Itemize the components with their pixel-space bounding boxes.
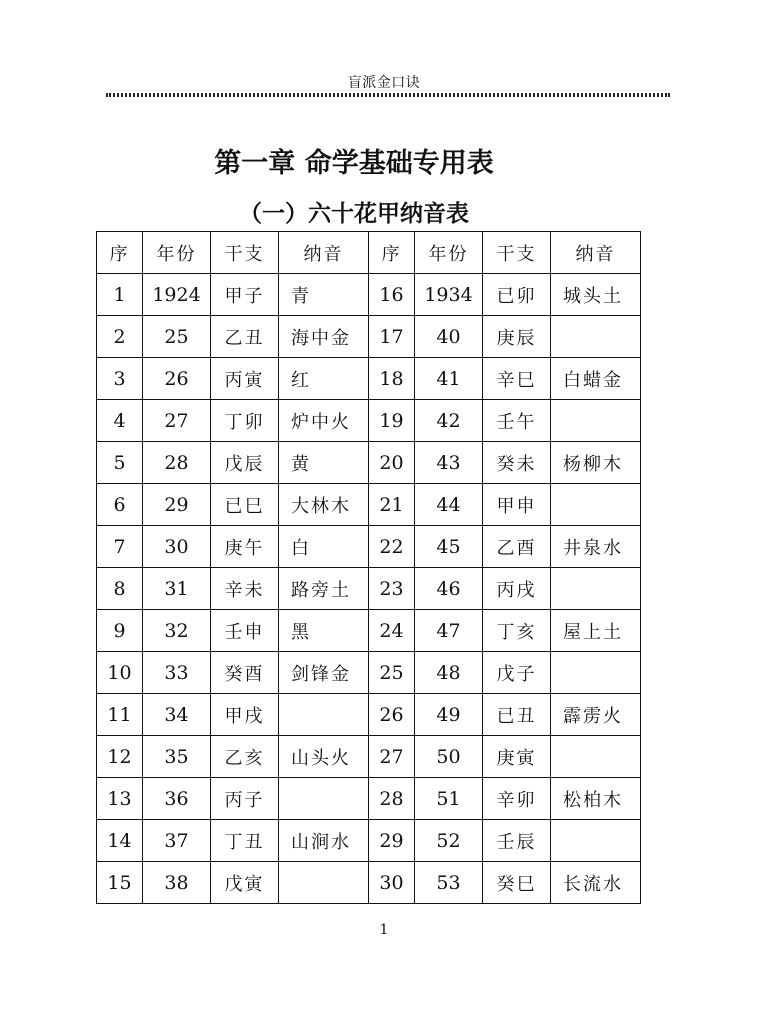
cell-nayin: 长流水 <box>551 862 641 904</box>
cell-ganzhi: 丁卯 <box>211 400 279 442</box>
table-row <box>97 568 641 610</box>
table-row <box>97 778 641 820</box>
cell-nayin: 红 <box>279 358 369 400</box>
cell-index: 17 <box>369 316 415 358</box>
header-nayin: 纳音 <box>279 232 369 274</box>
table-row <box>97 694 641 736</box>
table-row <box>97 484 641 526</box>
cell-nayin: 剑锋金 <box>279 652 369 694</box>
cell-nayin: 屋上土 <box>551 610 641 652</box>
cell-ganzhi: 丁丑 <box>211 820 279 862</box>
cell-year: 36 <box>143 778 211 820</box>
cell-index: 25 <box>369 652 415 694</box>
cell-index: 4 <box>97 400 143 442</box>
cell-nayin: 海中金 <box>279 316 369 358</box>
header-index: 序 <box>369 232 415 274</box>
cell-nayin: 黑 <box>279 610 369 652</box>
cell-index: 11 <box>97 694 143 736</box>
cell-index: 12 <box>97 736 143 778</box>
cell-index: 29 <box>369 820 415 862</box>
cell-nayin: 松柏木 <box>551 778 641 820</box>
cell-nayin: 白 <box>279 526 369 568</box>
cell-year: 1934 <box>415 274 483 316</box>
nayin-table <box>96 231 641 904</box>
table-row <box>97 316 641 358</box>
cell-year: 42 <box>415 400 483 442</box>
cell-index: 24 <box>369 610 415 652</box>
cell-year: 35 <box>143 736 211 778</box>
cell-ganzhi: 丙寅 <box>211 358 279 400</box>
cell-ganzhi: 辛未 <box>211 568 279 610</box>
cell-ganzhi: 丙戌 <box>483 568 551 610</box>
cell-nayin <box>551 736 641 778</box>
header-index: 序 <box>97 232 143 274</box>
cell-year: 46 <box>415 568 483 610</box>
cell-nayin: 山涧水 <box>279 820 369 862</box>
cell-year: 41 <box>415 358 483 400</box>
cell-ganzhi: 壬辰 <box>483 820 551 862</box>
cell-year: 53 <box>415 862 483 904</box>
cell-nayin: 城头土 <box>551 274 641 316</box>
cell-year: 40 <box>415 316 483 358</box>
table-row <box>97 442 641 484</box>
cell-ganzhi: 庚辰 <box>483 316 551 358</box>
cell-ganzhi: 乙亥 <box>211 736 279 778</box>
cell-index: 6 <box>97 484 143 526</box>
cell-nayin <box>551 400 641 442</box>
cell-nayin <box>279 694 369 736</box>
table-row <box>97 610 641 652</box>
cell-index: 28 <box>369 778 415 820</box>
cell-year: 28 <box>143 442 211 484</box>
cell-nayin: 大林木 <box>279 484 369 526</box>
cell-ganzhi: 癸酉 <box>211 652 279 694</box>
page-number: 1 <box>379 922 389 938</box>
cell-year: 31 <box>143 568 211 610</box>
cell-index: 20 <box>369 442 415 484</box>
cell-year: 43 <box>415 442 483 484</box>
cell-index: 27 <box>369 736 415 778</box>
cell-nayin: 黄 <box>279 442 369 484</box>
cell-year: 37 <box>143 820 211 862</box>
cell-ganzhi: 乙丑 <box>211 316 279 358</box>
header-year: 年份 <box>143 232 211 274</box>
table-row <box>97 862 641 904</box>
cell-year: 30 <box>143 526 211 568</box>
cell-index: 9 <box>97 610 143 652</box>
cell-year: 25 <box>143 316 211 358</box>
cell-ganzhi: 戊寅 <box>211 862 279 904</box>
cell-year: 47 <box>415 610 483 652</box>
cell-index: 7 <box>97 526 143 568</box>
table-body <box>97 274 641 904</box>
cell-year: 48 <box>415 652 483 694</box>
cell-ganzhi: 丙子 <box>211 778 279 820</box>
header-year: 年份 <box>415 232 483 274</box>
cell-year: 50 <box>415 736 483 778</box>
cell-nayin: 山头火 <box>279 736 369 778</box>
cell-nayin <box>551 568 641 610</box>
cell-index: 30 <box>369 862 415 904</box>
table-row <box>97 358 641 400</box>
cell-ganzhi: 壬申 <box>211 610 279 652</box>
cell-index: 13 <box>97 778 143 820</box>
cell-year: 51 <box>415 778 483 820</box>
cell-nayin: 井泉水 <box>551 526 641 568</box>
cell-index: 1 <box>97 274 143 316</box>
cell-ganzhi: 戊辰 <box>211 442 279 484</box>
table-header-row <box>97 232 641 274</box>
cell-nayin <box>551 316 641 358</box>
cell-ganzhi: 甲子 <box>211 274 279 316</box>
cell-year: 34 <box>143 694 211 736</box>
cell-index: 5 <box>97 442 143 484</box>
cell-year: 27 <box>143 400 211 442</box>
cell-ganzhi: 辛巳 <box>483 358 551 400</box>
table-row <box>97 820 641 862</box>
cell-index: 10 <box>97 652 143 694</box>
cell-ganzhi: 癸巳 <box>483 862 551 904</box>
cell-year: 45 <box>415 526 483 568</box>
cell-ganzhi: 已卯 <box>483 274 551 316</box>
cell-index: 18 <box>369 358 415 400</box>
table-row <box>97 652 641 694</box>
cell-ganzhi: 癸未 <box>483 442 551 484</box>
cell-index: 23 <box>369 568 415 610</box>
cell-year: 44 <box>415 484 483 526</box>
chapter-title: 第一章 命学基础专用表 <box>214 148 494 179</box>
cell-year: 26 <box>143 358 211 400</box>
cell-ganzhi: 甲戌 <box>211 694 279 736</box>
cell-index: 14 <box>97 820 143 862</box>
cell-index: 16 <box>369 274 415 316</box>
cell-index: 15 <box>97 862 143 904</box>
cell-year: 1924 <box>143 274 211 316</box>
cell-year: 52 <box>415 820 483 862</box>
table-row <box>97 274 641 316</box>
header-divider <box>106 93 670 97</box>
header-nayin: 纳音 <box>551 232 641 274</box>
cell-ganzhi: 丁亥 <box>483 610 551 652</box>
cell-year: 32 <box>143 610 211 652</box>
cell-year: 49 <box>415 694 483 736</box>
cell-nayin <box>551 820 641 862</box>
cell-year: 29 <box>143 484 211 526</box>
cell-ganzhi: 庚午 <box>211 526 279 568</box>
cell-nayin: 白蜡金 <box>551 358 641 400</box>
cell-year: 33 <box>143 652 211 694</box>
cell-ganzhi: 戊子 <box>483 652 551 694</box>
header-ganzhi: 干支 <box>211 232 279 274</box>
cell-ganzhi: 辛卯 <box>483 778 551 820</box>
table-row <box>97 526 641 568</box>
cell-nayin: 杨柳木 <box>551 442 641 484</box>
cell-ganzhi: 乙酉 <box>483 526 551 568</box>
cell-index: 3 <box>97 358 143 400</box>
cell-nayin: 炉中火 <box>279 400 369 442</box>
section-title: （一）六十花甲纳音表 <box>239 201 469 227</box>
cell-index: 22 <box>369 526 415 568</box>
cell-index: 26 <box>369 694 415 736</box>
cell-ganzhi: 已巳 <box>211 484 279 526</box>
table-row <box>97 400 641 442</box>
cell-nayin <box>551 484 641 526</box>
cell-ganzhi: 壬午 <box>483 400 551 442</box>
cell-nayin: 霹雳火 <box>551 694 641 736</box>
cell-ganzhi: 甲申 <box>483 484 551 526</box>
table-row <box>97 736 641 778</box>
running-header: 盲派金口诀 <box>347 75 421 91</box>
cell-index: 2 <box>97 316 143 358</box>
cell-nayin: 青 <box>279 274 369 316</box>
cell-nayin <box>551 652 641 694</box>
cell-index: 8 <box>97 568 143 610</box>
cell-nayin: 路旁土 <box>279 568 369 610</box>
cell-nayin <box>279 862 369 904</box>
cell-index: 21 <box>369 484 415 526</box>
cell-year: 38 <box>143 862 211 904</box>
cell-index: 19 <box>369 400 415 442</box>
cell-nayin <box>279 778 369 820</box>
header-ganzhi: 干支 <box>483 232 551 274</box>
cell-ganzhi: 庚寅 <box>483 736 551 778</box>
cell-ganzhi: 已丑 <box>483 694 551 736</box>
